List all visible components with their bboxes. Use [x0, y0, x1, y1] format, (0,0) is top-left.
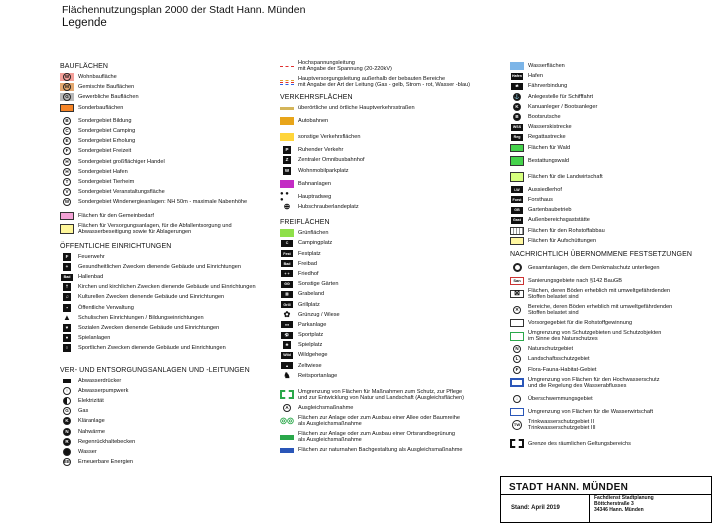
legend-row: LW Aussiedlerhof	[510, 185, 715, 195]
legend-row: ♫ Kulturellen Zwecken dienende Gebäude und Einrichtungen	[60, 292, 280, 302]
legend-row: Gast Außenbereichsgaststätte	[513, 217, 590, 224]
legend-row: ● ● ● Hauptradweg	[280, 190, 332, 203]
legend-row: G Gewerbliche Bauflächen	[60, 92, 280, 102]
legend-row: Flächen für Aufschüttungen	[510, 236, 715, 246]
document-title: Flächennutzungsplan 2000 der Stadt Hann. Münden	[62, 4, 306, 16]
stamp-date: Stand: April 2019	[511, 505, 560, 511]
legend-row: Bahnanlagen	[280, 176, 500, 192]
legend-row: Flächen für den Rohstoffabbau	[510, 225, 715, 235]
section-bauflaechen: BAUFLÄCHEN	[60, 63, 109, 70]
legend-row: ○ Sportlichen Zwecken dienende Gebäude und Einrichtungen	[60, 343, 280, 353]
legend-row: T Sondergebiet Tierheim	[60, 177, 280, 187]
legend-row: überörtliche und örtliche Hauptverkehrsstraßen	[280, 103, 500, 113]
legend-row: ✕ Bereiche, deren Böden erheblich mit umweltgefährdenden Stoffen belastet sind	[510, 302, 715, 318]
legend-row: H Sondergebiet großflächiger Handel	[60, 157, 280, 167]
legend-row: Hochspannungsleitung mit Angabe der Spannung (20-220kV)	[280, 58, 500, 74]
legend-row: ⊕ Hubschrauberlandeplatz	[283, 202, 359, 212]
legend-row: Bad Freibad	[280, 259, 500, 269]
legend-row: + Gesundheitlichen Zwecken dienende Gebäude und Einrichtungen	[60, 262, 280, 272]
legend-row: ↑ Abwasserpumpwerk	[60, 386, 280, 396]
legend-row: Flächen für die Landwirtschaft	[510, 169, 715, 185]
stamp-address: Fachdienst Stadtplanung Böttcherstraße 3 34346 Hann. Münden	[594, 495, 654, 513]
section-verkehrsflaechen: VERKEHRSFLÄCHEN	[280, 94, 353, 101]
legend-row: Umgrenzung von Flächen für Maßnahmen zum Schutz, zur Pflege und zur Entwicklung von Natur und Landschaft (Ausgleichsflächen)	[280, 387, 500, 403]
legend-row: Reg Regattastrecke	[510, 132, 715, 142]
section-nachrichtlich: NACHRICHTLICH ÜBERNOMMENE FESTSETZUNGEN	[510, 250, 693, 258]
legend-row: G Gas	[60, 406, 280, 416]
legend-row: W Sondergebiet Windenergieanlagen: NH 50m - maximale Nabenhöhe	[64, 199, 248, 206]
legend-row: C Campingplatz	[280, 238, 500, 248]
legend-row: N Nahwärme	[60, 426, 280, 436]
legend-row: Grill Grillplatz	[280, 299, 500, 309]
legend-row: + + Friedhof	[280, 269, 500, 279]
legend-row: ◎◎ Flächen zur Anlage oder zum Ausbau einer Allee oder Baumreihe als Ausgleichsmaßnahme	[280, 415, 461, 428]
legend-row: Autobahnen	[280, 113, 500, 129]
legend-row: A Ausgleichsmaßnahme	[280, 403, 500, 413]
section-ver-entsorgung: VER- UND ENTSORGUNGSANLAGEN UND -LEITUNGEN	[60, 366, 250, 374]
legend-row: Umgrenzung von Flächen für die Wasserwirtschaft	[510, 407, 715, 417]
legend-row: L Landschaftsschutzgebiet	[510, 354, 715, 364]
legend-row: Elektrizität	[60, 396, 280, 406]
legend-row: Flächen zur naturnahen Bachgestaltung als Ausgleichsmaßnahme	[280, 445, 500, 455]
legend-row: Umgrenzung von Flächen für den Hochwasserschutz und die Regelung des Wasserabflusses	[510, 375, 715, 391]
legend-row: TW Trinkwasserschutzgebiet II Trinkwasserschutzgebiet III	[513, 418, 596, 431]
legend-row: C Sondergebiet Camping	[60, 126, 280, 136]
legend-row: ♣ Spielplatz	[280, 340, 500, 350]
section-oeffentliche-einrichtungen: ÖFFENTLICHE EINRICHTUNGEN	[60, 242, 172, 250]
legend-row: Flächen zur Anlage oder zum Ausbau einer Ortsrandbegrünung als Ausgleichsmaßnahme	[280, 429, 500, 445]
legend-row: Z Zentraler Omnibusbahnhof	[280, 155, 500, 165]
legend-row: Grünflächen	[280, 228, 500, 238]
legend-row: San Sanierungsgebiete nach §142 BauGB	[510, 276, 715, 286]
legend-row: ✿ Grünzug / Wiese	[283, 309, 340, 319]
legend-row: M Gemischte Bauflächen	[60, 82, 280, 92]
title-block	[500, 476, 712, 523]
legend-column-1	[60, 61, 280, 467]
legend-row: Bad Hallenbad	[60, 272, 280, 282]
legend-row: Gesamtanlagen, die dem Denkmalschutz unterliegen	[510, 260, 715, 276]
legend-row: W Wohnbaufläche	[60, 72, 280, 82]
stamp-city-name: STADT HANN. MÜNDEN	[509, 482, 629, 493]
legend-row: GB Gartenbaubetrieb	[510, 205, 715, 215]
legend-row: F Sondergebiet Freizeit	[60, 146, 280, 156]
legend-row: K Kanuanleger / Bootsanleger	[510, 102, 715, 112]
legend-row: Fest Festplatz	[280, 249, 500, 259]
legend-row: K Kläranlage	[60, 416, 280, 426]
legend-row: Forst Forsthaus	[512, 196, 553, 203]
legend-row: B Sondergebiet Bildung	[60, 116, 280, 126]
legend-row: F Flora-Fauna-Habitat-Gebiet	[510, 365, 715, 375]
legend-row: ▪ Öffentliche Verwaltung	[60, 303, 280, 313]
legend-row: sonstige Verkehrsflächen	[280, 129, 500, 145]
legend-row: R Regenrückhaltebecken	[60, 437, 280, 447]
legend-row: ▲ Zeltwiese	[280, 361, 500, 371]
legend-column-3	[510, 61, 715, 452]
legend-row: ♞ Reitsportanlage	[283, 370, 338, 380]
legend-row: ◌ Überschwemmungsgebiet	[510, 391, 715, 407]
legend-row: N Naturschutzgebiet	[510, 344, 715, 354]
legend-row: H Sondergebiet Hafen	[60, 167, 280, 177]
legend-row: W Wohnmobilparkplatz	[284, 167, 349, 174]
legend-row: Abwasserdrücker	[60, 376, 280, 386]
legend-row: ʘʘ Sonstige Gärten	[280, 279, 500, 289]
legend-row: † Kirchen und kirchlichen Zwecken dienende Gebäude und Einrichtungen	[60, 282, 280, 292]
legend-row: Flächen für den Gemeinbedarf	[60, 210, 280, 220]
legend-row: EE Erneuerbare Energien	[64, 459, 134, 466]
legend-row: Hafen Hafen	[512, 73, 543, 80]
legend-row: Hauptversorgungsleitung außerhalb der bebauten Bereiche mit Angabe der Art der Leitung (Gas - gelb, Strom - rot, Wasser -blau)	[280, 74, 500, 90]
legend-column-2	[280, 58, 500, 455]
legend-row: ● Spielanlagen	[60, 333, 280, 343]
legend-row: Wild Wildgehege	[280, 350, 500, 360]
legend-row: Umgrenzung von Schutzgebieten und Schutzobjekten im Sinne des Naturschutzes	[510, 328, 715, 344]
legend-row: Vorsorgegebiet für die Rohstoffgewinnung	[510, 318, 715, 328]
section-freiflaechen: FREIFLÄCHEN	[280, 219, 330, 227]
legend-row: B Bootsrutsche	[510, 112, 715, 122]
legend-row: ●● Parkanlage	[280, 320, 500, 330]
legend-row: ▲ Schulischen Einrichtungen / Bildungseinrichtungen	[63, 312, 204, 322]
legend-row: ⇄ Fährverbindung	[510, 81, 715, 91]
legend-row: Flächen für Wald	[510, 143, 715, 153]
legend-row: P Ruhender Verkehr	[280, 145, 500, 155]
legend-row: Bestattungswald	[510, 153, 715, 169]
legend-row: Wasserflächen	[510, 61, 715, 71]
legend-row: ♥ Sozialen Zwecken dienende Gebäude und Einrichtungen	[60, 323, 280, 333]
legend-row: E Sondergebiet Erholung	[60, 136, 280, 146]
legend-row: Wasser	[60, 447, 280, 457]
legend-row: ⚽ Sportplatz	[280, 330, 500, 340]
legend-row: ⚓ Anlegestelle für Schifffahrt	[514, 93, 594, 100]
legend-row: Sonderbauflächen	[60, 103, 280, 113]
legend-row: Flächen für Versorgungsanlagen, für die Abfallentsorgung und Abwasserbeseitigung sowie für Ablagerungen	[60, 221, 280, 237]
legend-row: Grenze des räumlichen Geltungsbereichs	[510, 436, 715, 452]
legend-row: F Feuerwehr	[60, 252, 280, 262]
legend-row: ▥ Grabeland	[280, 289, 500, 299]
legend-title: Legende	[62, 17, 107, 29]
legend-row: V Sondergebiet Veranstaltungsfläche	[60, 187, 280, 197]
legend-row: ⊠ Flächen, deren Böden erheblich mit umweltgefährdenden Stoffen belastet sind	[510, 286, 715, 302]
legend-row: WSS Wasserskistrecke	[512, 124, 572, 131]
